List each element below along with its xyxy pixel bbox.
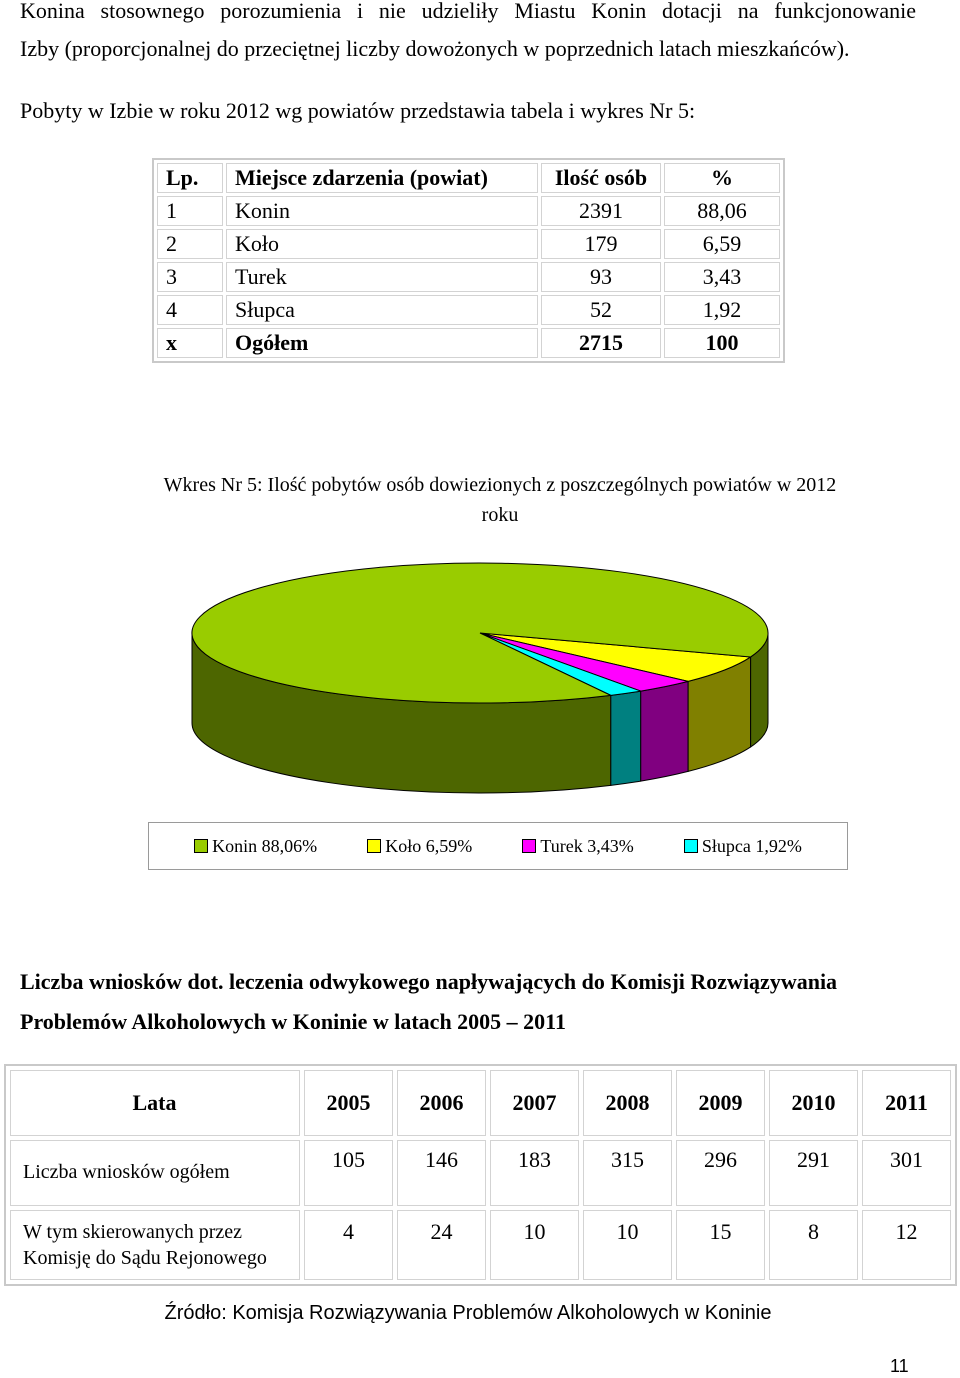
table-cell: 183: [490, 1140, 579, 1206]
header-percent: %: [664, 163, 780, 193]
table-cell: 12: [862, 1210, 951, 1280]
header-year: 2011: [862, 1070, 951, 1136]
table-cell: 24: [397, 1210, 486, 1280]
total-count: 2715: [541, 328, 661, 358]
table-header-row: [10, 1070, 951, 1136]
cell-place: Słupca: [226, 295, 538, 325]
table-stays-by-district: [152, 158, 785, 363]
table-row: [157, 229, 780, 259]
section-heading: Liczba wniosków dot. leczenia odwykowego napływających do Komisji Rozwiązywania Problemów Alkoholowych w Koninie w latach 2005 – 2011: [20, 969, 838, 1034]
intro-line-3: Pobyty w Izbie w roku 2012 wg powiatów przedstawia tabela i wykres Nr 5:: [20, 98, 696, 123]
legend-item-konin: [194, 836, 317, 857]
header-count: Ilość osób: [541, 163, 661, 193]
header-place: Miejsce zdarzenia (powiat): [226, 163, 538, 193]
table-cell: 15: [676, 1210, 765, 1280]
table-cell: 10: [583, 1210, 672, 1280]
legend-label-slupca: Słupca 1,92%: [701, 835, 802, 856]
intro-line-1: Konina stosownego porozumienia i nie udzieliły Miastu Konin dotacji na funkcjonowanie: [20, 0, 916, 23]
pie-side-turek: [641, 681, 688, 781]
legend-swatch-slupca: [684, 839, 698, 853]
row-label: Liczba wniosków ogółem: [10, 1140, 300, 1206]
table-cell: 296: [676, 1140, 765, 1206]
header-year: 2007: [490, 1070, 579, 1136]
cell-place: Konin: [226, 196, 538, 226]
cell-lp: 3: [157, 262, 223, 292]
table-cell: 301: [862, 1140, 951, 1206]
table-cell: 4: [304, 1210, 393, 1280]
cell-percent: 3,43: [664, 262, 780, 292]
cell-percent: 88,06: [664, 196, 780, 226]
table-cell: 10: [490, 1210, 579, 1280]
cell-place: Koło: [226, 229, 538, 259]
page-number: 11: [890, 1356, 909, 1376]
header-year: 2009: [676, 1070, 765, 1136]
table-row: [10, 1210, 951, 1280]
legend-item-turek: [522, 836, 633, 857]
table-row: [157, 196, 780, 226]
table-row: [157, 295, 780, 325]
table-cell: 105: [304, 1140, 393, 1206]
cell-count: 93: [541, 262, 661, 292]
cell-count: 52: [541, 295, 661, 325]
cell-place: Turek: [226, 262, 538, 292]
row-label: W tym skierowanych przez Komisję do Sądu Rejonowego: [10, 1210, 300, 1280]
source-note: Źródło: Komisja Rozwiązywania Problemów Alkoholowych w Koninie: [164, 1302, 772, 1324]
cell-lp: 2: [157, 229, 223, 259]
legend-item-slupca: [684, 836, 802, 857]
cell-count: 2391: [541, 196, 661, 226]
header-year: 2005: [304, 1070, 393, 1136]
chart-title: Wkres Nr 5: Ilość pobytów osób dowiezionych z poszczególnych powiatów w 2012 roku: [163, 474, 837, 526]
header-year: 2010: [769, 1070, 858, 1136]
header-lp: Lp.: [157, 163, 223, 193]
total-label: Ogółem: [226, 328, 538, 358]
legend-swatch-kolo: [367, 839, 381, 853]
table-row: [10, 1140, 951, 1206]
pie-chart: [190, 560, 790, 810]
table-cell: 8: [769, 1210, 858, 1280]
cell-percent: 6,59: [664, 229, 780, 259]
pie-side-slupca: [611, 691, 641, 785]
table-total-row: [157, 328, 780, 358]
legend-label-kolo: Koło 6,59%: [385, 835, 473, 856]
header-year: 2006: [397, 1070, 486, 1136]
header-years-label: Lata: [10, 1070, 300, 1136]
table-cell: 291: [769, 1140, 858, 1206]
legend-swatch-konin: [194, 839, 208, 853]
table-header-row: [157, 163, 780, 193]
cell-count: 179: [541, 229, 661, 259]
chart-legend: [148, 822, 848, 870]
table-cell: 315: [583, 1140, 672, 1206]
table-row: [157, 262, 780, 292]
table-cell: 146: [397, 1140, 486, 1206]
cell-lp: 1: [157, 196, 223, 226]
legend-item-kolo: [367, 836, 472, 857]
total-percent: 100: [664, 328, 780, 358]
legend-label-konin: Konin 88,06%: [212, 835, 318, 856]
intro-line-2: Izby (proporcjonalnej do przeciętnej liczby dowożonych w poprzednich latach mieszkańców).: [20, 36, 850, 61]
legend-swatch-turek: [522, 839, 536, 853]
legend-label-turek: Turek 3,43%: [540, 835, 634, 856]
cell-percent: 1,92: [664, 295, 780, 325]
total-lp: x: [157, 328, 223, 358]
table-applications: [4, 1064, 957, 1286]
cell-lp: 4: [157, 295, 223, 325]
header-year: 2008: [583, 1070, 672, 1136]
